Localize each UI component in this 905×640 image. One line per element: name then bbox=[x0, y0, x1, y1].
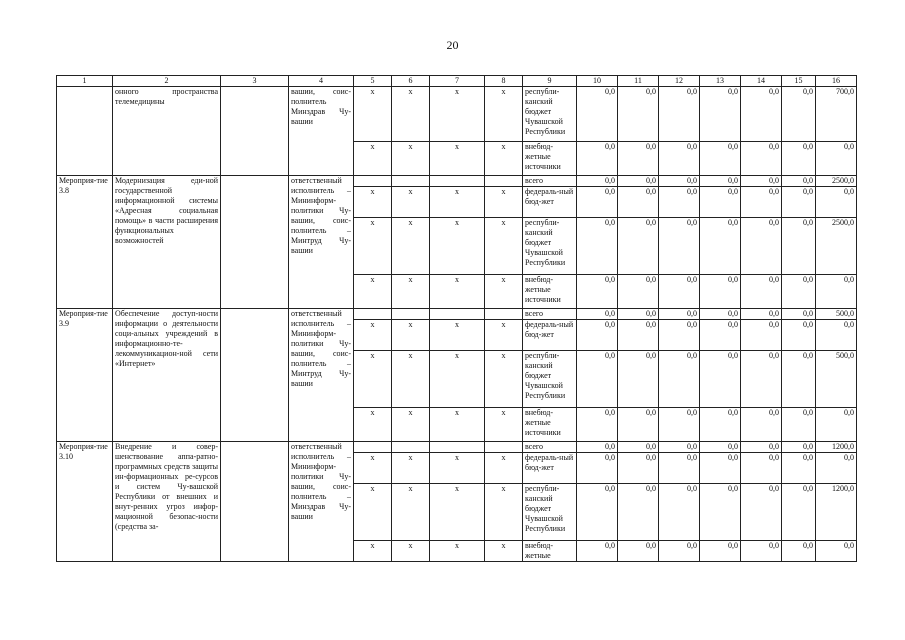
funding-value: 0,0 bbox=[659, 453, 700, 484]
code-mark: x bbox=[485, 541, 523, 562]
funding-value: 2500,0 bbox=[816, 176, 857, 187]
funding-value: 0,0 bbox=[782, 408, 816, 442]
funding-value: 0,0 bbox=[700, 142, 741, 176]
funding-value: 0,0 bbox=[577, 176, 618, 187]
code-mark: x bbox=[354, 541, 392, 562]
code-mark: x bbox=[392, 320, 430, 351]
funding-value: 0,0 bbox=[741, 87, 782, 142]
funding-value: 0,0 bbox=[577, 218, 618, 275]
funding-value: 0,0 bbox=[741, 218, 782, 275]
funding-value: 0,0 bbox=[741, 351, 782, 408]
code-mark: x bbox=[430, 541, 485, 562]
funding-value: 0,0 bbox=[782, 275, 816, 309]
col-header-7: 7 bbox=[430, 76, 485, 87]
code-mark bbox=[430, 442, 485, 453]
funding-value: 0,0 bbox=[577, 442, 618, 453]
col-header-16: 16 bbox=[816, 76, 857, 87]
col-header-8: 8 bbox=[485, 76, 523, 87]
event-description: онного пространства телемедицины bbox=[113, 87, 221, 176]
funding-source: федераль-ный бюд-жет bbox=[523, 320, 577, 351]
funding-value: 0,0 bbox=[659, 309, 700, 320]
funding-value: 0,0 bbox=[618, 453, 659, 484]
code-mark: x bbox=[430, 408, 485, 442]
code-mark: x bbox=[354, 408, 392, 442]
col-header-11: 11 bbox=[618, 76, 659, 87]
code-mark: x bbox=[392, 218, 430, 275]
col-header-2: 2 bbox=[113, 76, 221, 87]
funding-value: 0,0 bbox=[782, 541, 816, 562]
event-description: Обеспечение доступ-ности информации о деятельности соци-альных учреждений в информационно-те-лекоммуникацион-ной сети «Интернет» bbox=[113, 309, 221, 442]
code-mark: x bbox=[354, 218, 392, 275]
code-mark: x bbox=[354, 87, 392, 142]
funding-value: 0,0 bbox=[659, 351, 700, 408]
funding-value: 0,0 bbox=[782, 484, 816, 541]
table-row bbox=[57, 87, 857, 142]
code-mark: x bbox=[392, 87, 430, 142]
code-mark: x bbox=[430, 351, 485, 408]
empty-cell bbox=[221, 87, 289, 176]
funding-value: 2500,0 bbox=[816, 218, 857, 275]
col-header-13: 13 bbox=[700, 76, 741, 87]
code-mark: x bbox=[485, 453, 523, 484]
funding-source: федераль-ный бюд-жет bbox=[523, 453, 577, 484]
event-description: Внедрение и совер-шенствование аппа-ратно-программных средств защиты ин-формационных ре-сурсов и систем Чу-вашской Республики от внешних и внут-ренних угроз инфор-мационной безопас-ности (средства за- bbox=[113, 442, 221, 562]
funding-value: 0,0 bbox=[618, 541, 659, 562]
funding-source: республи-канский бюджет Чувашской Республики bbox=[523, 351, 577, 408]
header-row bbox=[57, 76, 857, 87]
funding-value: 0,0 bbox=[700, 541, 741, 562]
funding-value: 0,0 bbox=[741, 187, 782, 218]
funding-value: 0,0 bbox=[700, 320, 741, 351]
funding-value: 1200,0 bbox=[816, 442, 857, 453]
funding-value: 0,0 bbox=[577, 351, 618, 408]
code-mark bbox=[485, 309, 523, 320]
funding-value: 0,0 bbox=[618, 87, 659, 142]
funding-value: 0,0 bbox=[659, 187, 700, 218]
table-row bbox=[57, 309, 857, 320]
empty-cell bbox=[221, 309, 289, 442]
funding-value: 0,0 bbox=[618, 320, 659, 351]
funding-value: 0,0 bbox=[577, 187, 618, 218]
funding-value: 500,0 bbox=[816, 351, 857, 408]
code-mark: x bbox=[485, 484, 523, 541]
col-header-4: 4 bbox=[289, 76, 354, 87]
funding-value: 0,0 bbox=[659, 541, 700, 562]
funding-value: 0,0 bbox=[782, 351, 816, 408]
funding-value: 0,0 bbox=[659, 142, 700, 176]
funding-value: 0,0 bbox=[782, 453, 816, 484]
funding-value: 0,0 bbox=[700, 408, 741, 442]
funding-value: 0,0 bbox=[659, 218, 700, 275]
funding-value: 0,0 bbox=[782, 320, 816, 351]
funding-value: 0,0 bbox=[659, 87, 700, 142]
event-type bbox=[57, 87, 113, 176]
code-mark bbox=[392, 309, 430, 320]
code-mark: x bbox=[485, 275, 523, 309]
funding-value: 0,0 bbox=[577, 408, 618, 442]
code-mark: x bbox=[430, 142, 485, 176]
col-header-14: 14 bbox=[741, 76, 782, 87]
funding-value: 0,0 bbox=[659, 442, 700, 453]
col-header-5: 5 bbox=[354, 76, 392, 87]
code-mark: x bbox=[430, 484, 485, 541]
code-mark: x bbox=[354, 351, 392, 408]
funding-value: 0,0 bbox=[659, 176, 700, 187]
funding-value: 0,0 bbox=[577, 320, 618, 351]
code-mark: x bbox=[354, 187, 392, 218]
code-mark: x bbox=[485, 320, 523, 351]
funding-value: 0,0 bbox=[782, 142, 816, 176]
funding-value: 0,0 bbox=[782, 309, 816, 320]
funding-source: внебюд-жетные источники bbox=[523, 408, 577, 442]
event-description: Модернизация еди-ной государственной информационной системы «Адресная социальная помощь» в части расширения функциональных возможностей bbox=[113, 176, 221, 309]
funding-value: 0,0 bbox=[782, 218, 816, 275]
funding-value: 0,0 bbox=[618, 142, 659, 176]
code-mark: x bbox=[485, 142, 523, 176]
code-mark: x bbox=[392, 453, 430, 484]
funding-value: 0,0 bbox=[618, 275, 659, 309]
code-mark: x bbox=[354, 484, 392, 541]
funding-value: 0,0 bbox=[618, 309, 659, 320]
code-mark: x bbox=[430, 187, 485, 218]
funding-value: 0,0 bbox=[618, 176, 659, 187]
code-mark bbox=[392, 442, 430, 453]
code-mark: x bbox=[430, 320, 485, 351]
table-row bbox=[57, 442, 857, 453]
code-mark: x bbox=[392, 541, 430, 562]
funding-value: 0,0 bbox=[659, 320, 700, 351]
funding-value: 0,0 bbox=[577, 484, 618, 541]
code-mark bbox=[430, 309, 485, 320]
funding-value: 0,0 bbox=[700, 453, 741, 484]
funding-value: 700,0 bbox=[816, 87, 857, 142]
col-header-10: 10 bbox=[577, 76, 618, 87]
funding-value: 0,0 bbox=[700, 442, 741, 453]
funding-source: внебюд-жетные источники bbox=[523, 275, 577, 309]
funding-value: 0,0 bbox=[700, 275, 741, 309]
funding-source: всего bbox=[523, 442, 577, 453]
funding-value: 0,0 bbox=[741, 275, 782, 309]
code-mark: x bbox=[430, 453, 485, 484]
funding-value: 0,0 bbox=[816, 187, 857, 218]
funding-value: 0,0 bbox=[618, 351, 659, 408]
code-mark: x bbox=[392, 408, 430, 442]
funding-value: 0,0 bbox=[618, 442, 659, 453]
funding-source: всего bbox=[523, 309, 577, 320]
code-mark: x bbox=[354, 142, 392, 176]
funding-source: республи-канский бюджет Чувашской Республики bbox=[523, 218, 577, 275]
funding-value: 0,0 bbox=[618, 484, 659, 541]
funding-value: 0,0 bbox=[741, 541, 782, 562]
funding-value: 0,0 bbox=[700, 176, 741, 187]
code-mark bbox=[485, 442, 523, 453]
funding-value: 0,0 bbox=[700, 351, 741, 408]
funding-value: 0,0 bbox=[816, 142, 857, 176]
col-header-1: 1 bbox=[57, 76, 113, 87]
funding-value: 0,0 bbox=[700, 218, 741, 275]
code-mark bbox=[354, 176, 392, 187]
funding-value: 0,0 bbox=[782, 442, 816, 453]
funding-value: 0,0 bbox=[816, 541, 857, 562]
code-mark: x bbox=[392, 275, 430, 309]
funding-value: 0,0 bbox=[782, 176, 816, 187]
funding-source: республи-канский бюджет Чувашской Республики bbox=[523, 87, 577, 142]
funding-value: 0,0 bbox=[741, 176, 782, 187]
code-mark: x bbox=[485, 408, 523, 442]
funding-value: 0,0 bbox=[618, 187, 659, 218]
funding-value: 0,0 bbox=[577, 309, 618, 320]
funding-value: 0,0 bbox=[577, 453, 618, 484]
col-header-9: 9 bbox=[523, 76, 577, 87]
funding-value: 0,0 bbox=[700, 309, 741, 320]
funding-value: 0,0 bbox=[741, 320, 782, 351]
code-mark bbox=[430, 176, 485, 187]
col-header-6: 6 bbox=[392, 76, 430, 87]
funding-source: федераль-ный бюд-жет bbox=[523, 187, 577, 218]
code-mark: x bbox=[485, 187, 523, 218]
funding-value: 0,0 bbox=[741, 142, 782, 176]
col-header-3: 3 bbox=[221, 76, 289, 87]
funding-value: 0,0 bbox=[659, 484, 700, 541]
code-mark: x bbox=[354, 453, 392, 484]
funding-value: 0,0 bbox=[700, 187, 741, 218]
event-type: Мероприя-тие 3.8 bbox=[57, 176, 113, 309]
code-mark: x bbox=[430, 275, 485, 309]
funding-source: всего bbox=[523, 176, 577, 187]
col-header-15: 15 bbox=[782, 76, 816, 87]
funding-value: 0,0 bbox=[741, 453, 782, 484]
funding-value: 0,0 bbox=[618, 408, 659, 442]
responsible-executors: ответственный исполнитель – Мининформ-политики Чу-вашии, соис-полнитель – Минтруд Чу-вашии bbox=[289, 176, 354, 309]
code-mark: x bbox=[485, 218, 523, 275]
funding-value: 0,0 bbox=[816, 408, 857, 442]
funding-value: 0,0 bbox=[816, 320, 857, 351]
funding-value: 0,0 bbox=[577, 87, 618, 142]
code-mark: x bbox=[354, 275, 392, 309]
funding-value: 0,0 bbox=[577, 142, 618, 176]
code-mark: x bbox=[392, 187, 430, 218]
code-mark: x bbox=[354, 320, 392, 351]
funding-value: 0,0 bbox=[659, 275, 700, 309]
empty-cell bbox=[221, 442, 289, 562]
funding-value: 0,0 bbox=[816, 453, 857, 484]
funding-value: 0,0 bbox=[782, 187, 816, 218]
responsible-executors: ответственный исполнитель – Мининформ-политики Чу-вашии, соис-полнитель – Минздрав Чу-вашии bbox=[289, 442, 354, 562]
event-type: Мероприя-тие 3.9 bbox=[57, 309, 113, 442]
code-mark bbox=[354, 442, 392, 453]
table-body bbox=[57, 76, 857, 562]
code-mark: x bbox=[392, 484, 430, 541]
code-mark: x bbox=[392, 351, 430, 408]
responsible-executors: ответственный исполнитель – Мининформ-политики Чу-вашии, соис-полнитель – Минтруд Чу-вашии bbox=[289, 309, 354, 442]
funding-value: 0,0 bbox=[577, 275, 618, 309]
code-mark: x bbox=[485, 351, 523, 408]
code-mark bbox=[485, 176, 523, 187]
empty-cell bbox=[221, 176, 289, 309]
code-mark: x bbox=[485, 87, 523, 142]
funding-value: 0,0 bbox=[577, 541, 618, 562]
responsible-executors: вашии, соис-полнитель Минздрав Чу-вашии bbox=[289, 87, 354, 176]
program-table bbox=[56, 75, 857, 562]
funding-value: 0,0 bbox=[700, 484, 741, 541]
code-mark bbox=[354, 309, 392, 320]
funding-value: 0,0 bbox=[659, 408, 700, 442]
funding-value: 0,0 bbox=[741, 309, 782, 320]
funding-value: 0,0 bbox=[816, 275, 857, 309]
code-mark bbox=[392, 176, 430, 187]
funding-value: 0,0 bbox=[741, 442, 782, 453]
funding-value: 500,0 bbox=[816, 309, 857, 320]
funding-source: республи-канский бюджет Чувашской Республики bbox=[523, 484, 577, 541]
col-header-12: 12 bbox=[659, 76, 700, 87]
code-mark: x bbox=[430, 87, 485, 142]
funding-value: 0,0 bbox=[618, 218, 659, 275]
funding-value: 1200,0 bbox=[816, 484, 857, 541]
funding-source: внебюд-жетные источники bbox=[523, 142, 577, 176]
funding-value: 0,0 bbox=[741, 408, 782, 442]
table-row bbox=[57, 176, 857, 187]
funding-value: 0,0 bbox=[700, 87, 741, 142]
page-number: 20 bbox=[446, 38, 459, 52]
code-mark: x bbox=[430, 218, 485, 275]
funding-source: внебюд-жетные bbox=[523, 541, 577, 562]
funding-value: 0,0 bbox=[782, 87, 816, 142]
code-mark: x bbox=[392, 142, 430, 176]
funding-value: 0,0 bbox=[741, 484, 782, 541]
event-type: Мероприя-тие 3.10 bbox=[57, 442, 113, 562]
